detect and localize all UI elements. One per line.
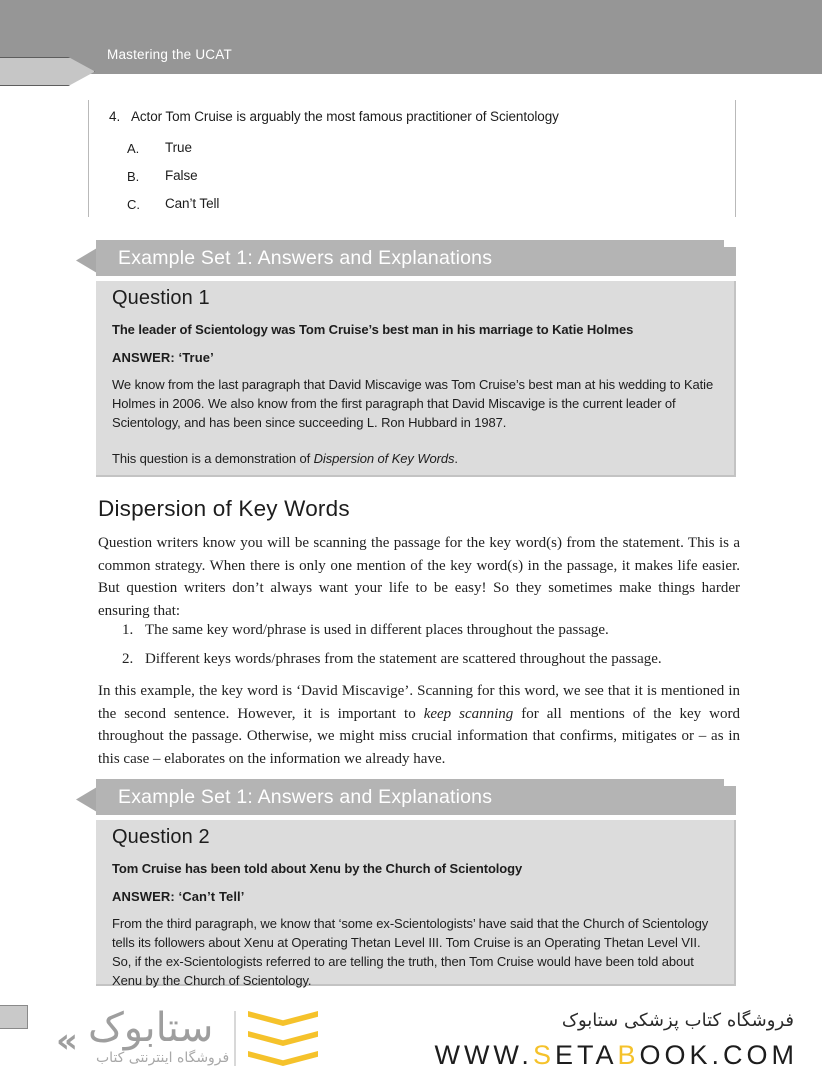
footer-persian-tagline: فروشگاه کتاب پزشکی ستابوک (561, 1010, 794, 1031)
question-1-statement: The leader of Scientology was Tom Cruise’s best man in his marriage to Katie Holmes (112, 322, 634, 337)
question-1-answer: ANSWER: ‘True’ (112, 350, 214, 365)
mcq-stem: Actor Tom Cruise is arguably the most famous practitioner of Scientology (131, 109, 559, 124)
question-1-title: Question 1 (112, 287, 210, 309)
question-2-statement: Tom Cruise has been told about Xenu by the Church of Scientology (112, 861, 523, 876)
question-1-note-prefix: This question is a demonstration of (112, 451, 314, 466)
banner-answers-explanations-2 (76, 779, 736, 815)
banner-label-2: Example Set 1: Answers and Explanations (118, 786, 493, 808)
answer-block-question-2 (96, 820, 736, 986)
double-chevron-left-icon: « (56, 1021, 78, 1061)
mcq-option-text-b[interactable]: False (165, 168, 198, 183)
question-1-note (112, 451, 458, 466)
body-paragraph-2 (98, 680, 740, 770)
footer-left-tab (0, 1005, 28, 1029)
page-header-bar (0, 0, 822, 74)
body-paragraph-2-part-b: for all mentions of the key word throughout the passage. Otherwise, we might miss crucial information that confirms, mitigates or – as in this case – elaborates on the information we already have. (98, 705, 740, 767)
banner-answers-explanations-1 (76, 240, 736, 276)
body-list-text-1: The same key word/phrase is used in different places throughout the passage. (145, 622, 609, 638)
body-list-number-2: 2. (122, 651, 134, 667)
body-list-number-1: 1. (122, 622, 134, 638)
question-1-explanation: We know from the last paragraph that David Miscavige was Tom Cruise’s best man at his wedding to Katie Holmes in 2006. We also know from the first paragraph that David Miscavige is the current leader of Scientology, and has been since succeeding L. Ron Hubbard in 1987. (112, 377, 714, 430)
url-part-0: WWW. (434, 1040, 533, 1070)
answer-block-question-1 (96, 281, 736, 477)
mcq-option-text-a[interactable]: True (165, 140, 192, 155)
setabook-logo-subtitle: فروشگاه اینترنتی کتاب (96, 1050, 230, 1066)
body-paragraph-1: Question writers know you will be scanning the passage for the key word(s) from the statement. This is a common strategy. When there is only one mention of the key word(s) in the passage, it makes life easier. But question writers don’t always want your life to be easy! So they sometimes make things harder ensuring that: (98, 535, 740, 619)
setabook-chevron-mark-icon (248, 1011, 318, 1067)
url-part-1: S (532, 1040, 555, 1070)
question-2-explanation: From the third paragraph, we know that ‘some ex-Scientologists’ have said that the Church of Scientology tells its followers about Xenu at Operating Thetan Level III. Tom Cruise is an Operating Thetan Level VII. So, if the ex-Scientologists referred to are telling the truth, then Tom Cruise would have been told about Xenu by the Church of Scientology. (112, 916, 709, 988)
body-paragraph-2-part-a: In this example, the key word is ‘David Miscavige’. Scanning for this word, we see that it is mentioned in the second sentence. However, it is important to (98, 683, 740, 722)
mcq-option-letter-a: A. (127, 141, 140, 156)
body-paragraph-2-italic: keep scanning (423, 705, 514, 722)
question-1-note-italic: Dispersion of Key Words (313, 451, 455, 466)
body-list-text-2: Different keys words/phrases from the statement are scattered throughout the passage. (145, 651, 662, 667)
running-header-title: Mastering the UCAT (107, 47, 232, 62)
question-2-answer: ANSWER: ‘Can’t Tell’ (112, 889, 245, 904)
banner-label-1: Example Set 1: Answers and Explanations (118, 247, 493, 269)
section-heading-dispersion: Dispersion of Key Words (98, 496, 350, 521)
mcq-option-text-c[interactable]: Can’t Tell (165, 196, 220, 211)
setabook-logo-wordmark: ستابوک (88, 1005, 214, 1051)
mcq-number: 4. (109, 109, 121, 124)
setabook-logo[interactable] (48, 1005, 348, 1071)
logo-divider (234, 1011, 236, 1066)
question-1-note-suffix: . (454, 451, 458, 466)
question-2-title: Question 2 (112, 826, 210, 848)
url-part-3: B (617, 1040, 640, 1070)
url-part-2: ETA (554, 1040, 618, 1070)
footer-website-url[interactable] (434, 1040, 798, 1071)
mcq-question-box (88, 100, 736, 217)
mcq-option-letter-b: B. (127, 169, 140, 184)
mcq-option-letter-c: C. (127, 197, 140, 212)
url-part-4: OOK.COM (639, 1040, 798, 1070)
